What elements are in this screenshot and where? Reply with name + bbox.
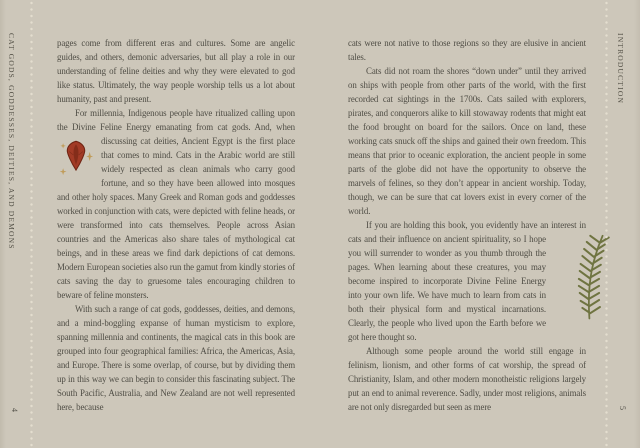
paragraph-text: For millennia, Indigenous people have ritualized calling upon the Divine Feline Energy emanating from cat gods. And, bbox=[57, 108, 295, 132]
paragraph: With such a range of cat gods, goddesses, deities, and demons, and a mind-boggling expanse of human mysticism to explore, spanning millennia and continents, the magical cats in this book are grouped into four geographical families: Africa, the Americas, Asia, and Europe. There is some overlap, of course, but by dividing them up in this way we can begin to consider this fascinating subject. The South Pacific, Australia, and New Zealand are not well represented here, because bbox=[57, 304, 295, 412]
left-spine-title: CAT GODS, GODDESSES, DEITIES, AND DEMONS bbox=[7, 33, 16, 250]
paragraph bbox=[57, 106, 295, 302]
paragraph: cats were not native to those regions so they are elusive in ancient tales. bbox=[348, 38, 586, 62]
paragraph: Cats did not roam the shores “down under” until they arrived on ships with people from other parts of the world, with the first recorded cat sightings in the 1700s. Cats sailed with explorers, pirates, and conquerors alike to kill stowaway rodents that might eat the food brought on board for the sailors. Once on land, these working cats snuck off the ships and gained their own freedom. This means that prior to oceanic exploration, the ancient people in some parts of the globe did not have the opportunity to observe the marvels of felines, so they don’t appear in ancient worship. Today, though, we can be sure that cat lovers exist in every corner of the world. bbox=[348, 66, 586, 216]
gem-icon bbox=[57, 136, 95, 180]
page-number: 4 bbox=[10, 408, 19, 412]
right-spine-title: INTRODUCTION bbox=[616, 33, 625, 105]
left-page-text bbox=[57, 36, 295, 414]
paragraph: Although some people around the world still engage in felinism, lionism, and other forms of cat worship, the spread of Christianity, Islam, and other modern monotheistic religions largely put an end to animal reverence. Sadly, under most religions, animals are not only disregarded but seen as mere bbox=[348, 346, 586, 412]
fern-icon bbox=[554, 234, 602, 322]
paragraph-text: when discussing cat deities, Ancient Egypt is the first place that comes to mind. Cats in the Arabic world are still widely respected as clean animals who carry good fortune, and so they have been allowed into mosques and other holy spaces. Many Greek and Roman gods and goddesses worked in conjunction with cats, were depicted with feline heads, or were transformed into cats themselves. People across Asian countries and the Americas also share tales of mythological cat beings, and in these areas we find dark depictions of cat demons. Modern European societies also run the gamut from kindly stories of cats saving the day to gruesome tales encouraging children to beware of feline monsters. bbox=[57, 122, 295, 300]
paragraph-text: you will surrender to wonder as you thumb through the pages. When learning about these creatures, you may become inspired to incorporate Divine Feline Energy into your own life. We have much to learn from cats in both their physical form and mystical incarnations. Clearly, the people who lived upon the Earth before we got here thought so. bbox=[348, 248, 546, 342]
right-page-edge-shadow bbox=[634, 0, 640, 448]
left-dotted-border bbox=[30, 0, 33, 448]
left-page-edge-shadow bbox=[0, 0, 6, 448]
paragraph bbox=[348, 218, 586, 344]
page-number: 5 bbox=[618, 406, 627, 410]
paragraph-text: If you are holding this book, you evidently have an interest in cats and their influence on ancient spirituality, so I hope bbox=[348, 220, 586, 244]
paragraph: pages come from different eras and cultures. Some are angelic guides, and others, demonic adversaries, but all play a role in our understanding of feline deities and why they were elevated to god like status. Ultimately, the way people worship tells us a lot about humanity, past and present. bbox=[57, 38, 295, 104]
right-dotted-border bbox=[605, 0, 608, 448]
right-page-text bbox=[348, 36, 586, 414]
